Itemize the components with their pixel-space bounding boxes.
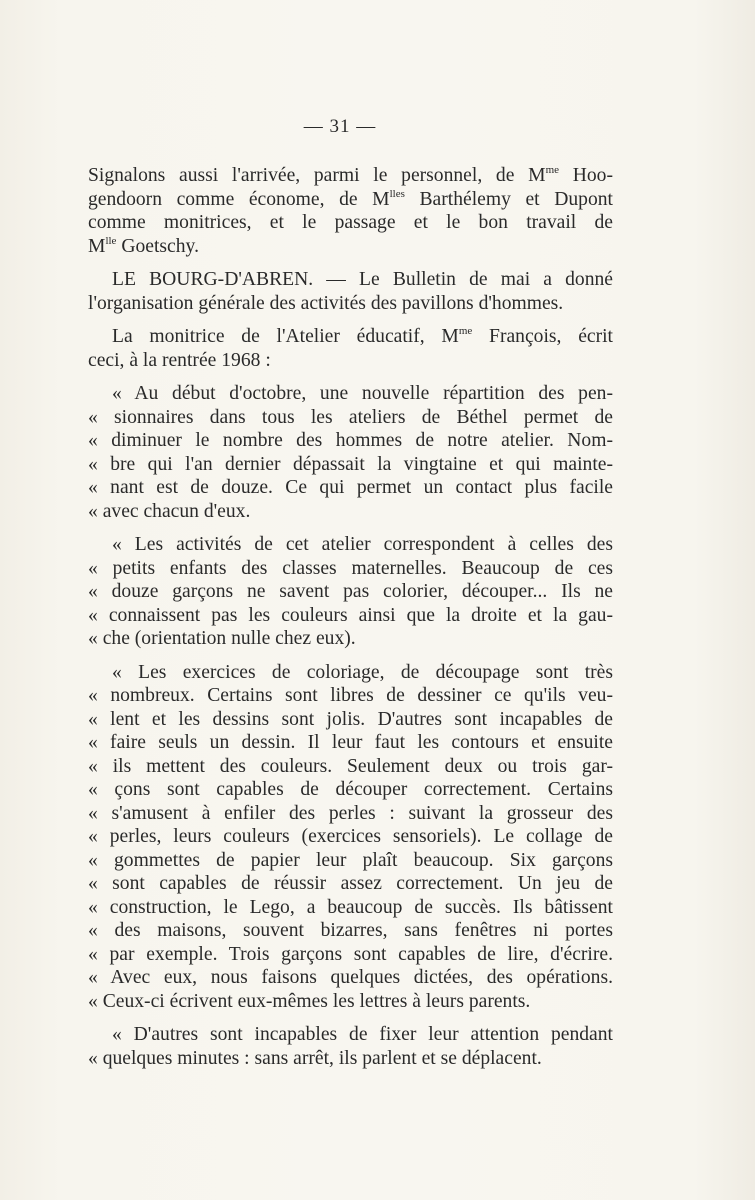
text-line: comme monitrices, et le passage et le bon travail de	[88, 212, 613, 233]
text-line: « bre qui l'an dernier dépassait la vingtaine et qui mainte-	[88, 453, 613, 475]
text-line: gendoorn comme économe, de $M^{lles}$ Barthélemy et Dupont	[88, 187, 613, 210]
paragraph-bourg-dabren	[88, 268, 613, 315]
body-text	[88, 164, 613, 1080]
text-line: ceci, à la rentrée 1968 :	[88, 349, 271, 371]
text-line: « Ceux-ci écrivent eux-mêmes les lettres à leurs parents.	[88, 990, 531, 1012]
text-line: « sionnaires dans tous les ateliers de Béthel permet de	[88, 406, 613, 428]
paragraph-quote-exercises	[88, 661, 613, 1014]
text-line: « quelques minutes : sans arrêt, ils parlent et se déplacent.	[88, 1047, 542, 1069]
text-line: « petits enfants des classes maternelles. Beaucoup de ces	[88, 557, 613, 579]
text-line: « D'autres sont incapables de fixer leur attention pendant	[112, 1024, 613, 1045]
text-line: « douze garçons ne savent pas colorier, découper... Ils ne	[88, 581, 613, 602]
paragraph-quote-activities	[88, 533, 613, 651]
text-line: « Au début d'octobre, une nouvelle répartition des pen-	[112, 383, 613, 404]
text-line: Signalons aussi l'arrivée, parmi le personnel, de $M^{me}$ Hoo-	[88, 164, 613, 186]
text-line: « nombreux. Certains sont libres de dessiner ce qu'ils veu-	[88, 685, 613, 706]
text-line: « perles, leurs couleurs (exercices sensoriels). Le collage de	[88, 826, 613, 847]
text-line: « lent et les dessins sont jolis. D'autres sont incapables de	[88, 708, 613, 730]
paragraph-monitrice	[88, 325, 613, 372]
paragraph-staff-arrivals	[88, 164, 613, 258]
text-line: « faire seuls un dessin. Il leur faut les contours et ensuite	[88, 732, 613, 753]
text-line: « par exemple. Trois garçons sont capables de lire, d'écrire.	[88, 943, 613, 965]
paragraph-quote-attention	[88, 1023, 613, 1070]
text-line: LE BOURG-D'ABREN. — Le Bulletin de mai a donné	[112, 269, 613, 290]
page-number: — 31 —	[303, 116, 377, 137]
text-line: « gommettes de papier leur plaît beaucoup. Six garçons	[88, 849, 613, 871]
text-line: « s'amusent à enfiler des perles : suivant la grosseur des	[88, 802, 613, 824]
text-line: « Les exercices de coloriage, de découpage sont très	[112, 661, 613, 683]
paragraph-quote-october	[88, 382, 613, 523]
text-line: « sont capables de réussir assez correctement. Un jeu de	[88, 873, 613, 894]
text-line: « che (orientation nulle chez eux).	[88, 628, 356, 649]
text-line: « ils mettent des couleurs. Seulement deux ou trois gar-	[88, 755, 613, 777]
text-line: « Avec eux, nous faisons quelques dictées, des opérations.	[88, 967, 613, 988]
text-line: « Les activités de cet atelier correspondent à celles des	[112, 534, 613, 555]
text-line: $M^{lle}$ Goetschy.	[88, 234, 199, 257]
text-line: « construction, le Lego, a beaucoup de succès. Ils bâtissent	[88, 896, 613, 918]
text-line: l'organisation générale des activités des pavillons d'hommes.	[88, 292, 564, 314]
text-line: « connaissent pas les couleurs ainsi que la droite et la gau-	[88, 604, 613, 626]
text-line: « avec chacun d'eux.	[88, 500, 251, 522]
text-line: « des maisons, souvent bizarres, sans fenêtres ni portes	[88, 920, 613, 941]
text-line: « çons sont capables de découper correctement. Certains	[88, 779, 613, 800]
text-line: « nant est de douze. Ce qui permet un contact plus facile	[88, 477, 613, 498]
text-line: La monitrice de l'Atelier éducatif, $M^{me}$ François, écrit	[112, 325, 613, 347]
text-line: « diminuer le nombre des hommes de notre atelier. Nom-	[88, 430, 613, 451]
